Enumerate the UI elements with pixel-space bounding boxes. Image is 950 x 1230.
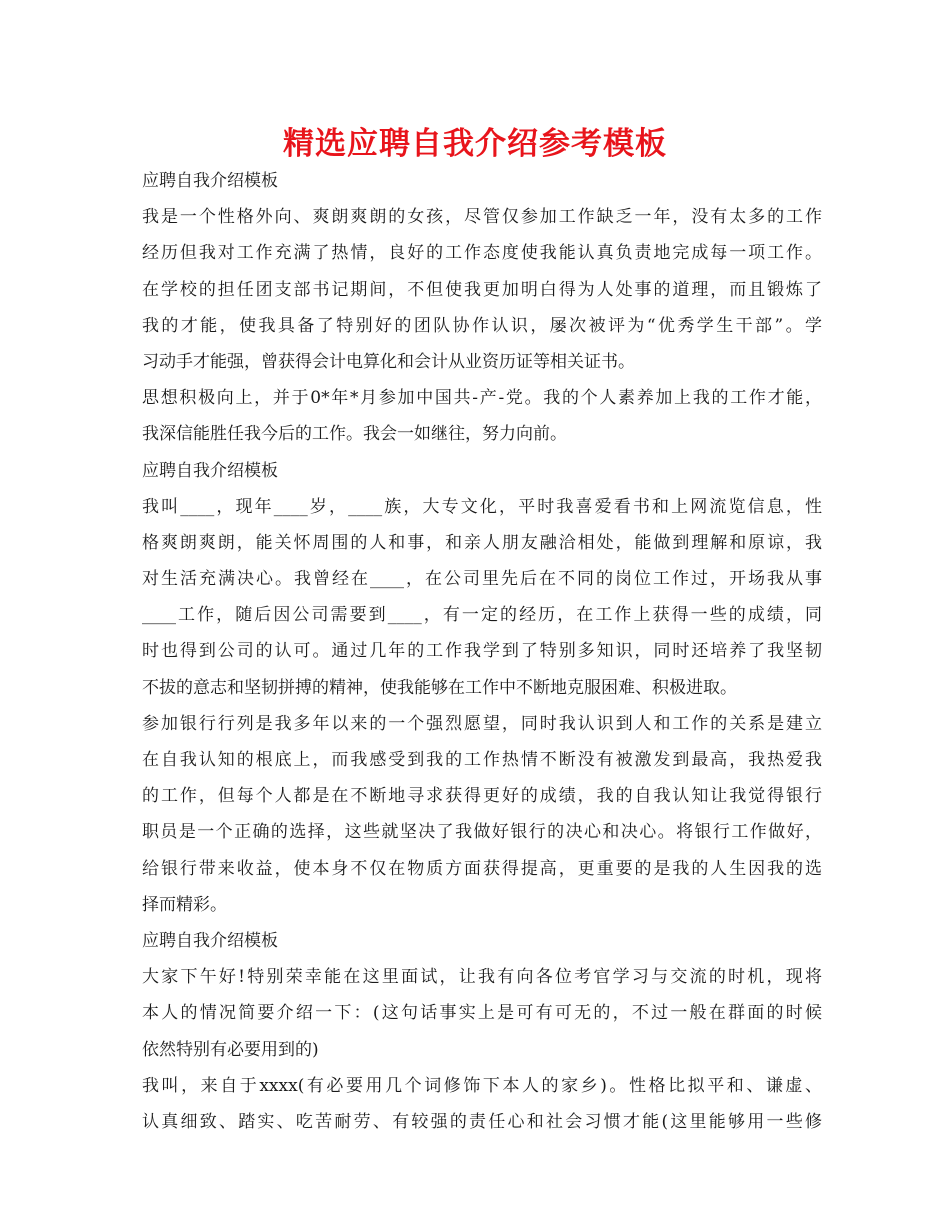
paragraph-line: 我的才能，使我具备了特别好的团队协作认识，屡次被评为“优秀学生干部”。学 <box>142 315 822 336</box>
paragraph-line: 习动手才能强，曾获得会计电算化和会计从业资历证等相关证书。 <box>142 351 635 372</box>
paragraph-line: 职员是一个正确的选择，这些就坚决了我做好银行的决心和决心。将银行工作做好， <box>142 822 822 843</box>
section-heading: 应聘自我介绍模板 <box>142 930 278 951</box>
paragraph-line: 依然特别有必要用到的) <box>142 1039 319 1060</box>
paragraph-line: ____工作，随后因公司需要到____，有一定的经历，在工作上获得一些的成绩，同 <box>142 605 822 626</box>
paragraph-line: 我深信能胜任我今后的工作。我会一如继往，努力向前。 <box>142 424 567 445</box>
paragraph-line: 本人的情况简要介绍一下：(这句话事实上是可有可无的，不过一般在群面的时候 <box>142 1003 822 1024</box>
document-title: 精选应聘自我介绍参考模板 <box>283 126 667 162</box>
paragraph-line: 在学校的担任团支部书记期间，不但使我更加明白得为人处事的道理，而且锻炼了 <box>142 279 822 300</box>
paragraph-line: 在自我认知的根底上，而我感受到我的工作热情不断没有被激发到最高，我热爱我 <box>142 750 822 770</box>
paragraph-line: 我叫，来自于xxxx(有必要用几个词修饰下本人的家乡)。性格比拟平和、谦虚、 <box>142 1075 822 1096</box>
paragraph-line: 时也得到公司的认可。通过几年的工作我学到了特别多知识，同时还培养了我坚韧 <box>142 641 822 662</box>
paragraph-line: 给银行带来收益，使本身不仅在物质方面获得提高，更重要的是我的人生因我的选 <box>142 858 822 879</box>
paragraph-line: 的工作，但每个人都是在不断地寻求获得更好的成绩，我的自我认知让我觉得银行 <box>142 786 822 807</box>
paragraph-line: 参加银行行列是我多年以来的一个强烈愿望，同时我认识到人和工作的关系是建立 <box>142 713 822 734</box>
paragraph-line: 认真细致、踏实、吃苦耐劳、有较强的责任心和社会习惯才能(这里能够用一些修 <box>142 1111 822 1132</box>
paragraph-line: 不拔的意志和坚韧拼搏的精神，使我能够在工作中不断地克服困难、积极进取。 <box>142 677 737 698</box>
paragraph-line: 我叫____，现年____岁，____族，大专文化，平时我喜爱看书和上网流览信息，性 <box>142 496 822 517</box>
paragraph-line: 择而精彩。 <box>142 894 227 915</box>
paragraph-line: 格爽朗爽朗，能关怀周围的人和事，和亲人朋友融洽相处，能做到理解和原谅，我 <box>142 532 822 553</box>
paragraph-line: 对生活充满决心。我曾经在____，在公司里先后在不同的岗位工作过，开场我从事 <box>142 569 822 590</box>
paragraph-line: 我是一个性格外向、爽朗爽朗的女孩，尽管仅参加工作缺乏一年，没有太多的工作 <box>142 207 822 228</box>
paragraph-line: 思想积极向上，并于0*年*月参加中国共-产-党。我的个人素养加上我的工作才能， <box>142 388 822 409</box>
paragraph-line: 大家下午好!特别荣幸能在这里面试，让我有向各位考官学习与交流的时机，现将 <box>142 967 822 988</box>
section-heading: 应聘自我介绍模板 <box>142 460 278 481</box>
paragraph-line: 经历但我对工作充满了热情，良好的工作态度使我能认真负责地完成每一项工作。 <box>142 243 822 264</box>
section-heading: 应聘自我介绍模板 <box>142 171 278 191</box>
document-body <box>142 163 822 1140</box>
